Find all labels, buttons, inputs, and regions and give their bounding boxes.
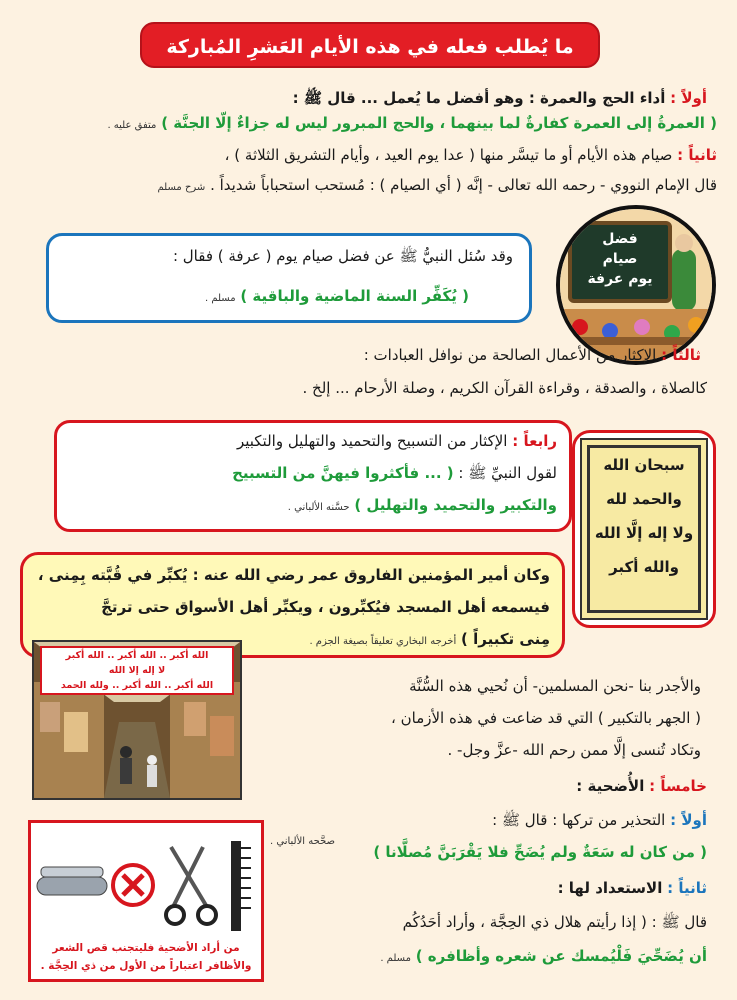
dhikr-line4: والله أكبر bbox=[609, 558, 679, 576]
section5-sub2-label: ثانياً : bbox=[667, 879, 707, 897]
section2-row1 bbox=[225, 145, 717, 167]
sunnah-line1: والأجدر بنا -نحن المسلمين- أن نُحيي هذه السُّنَّة bbox=[409, 677, 701, 695]
section3-line1: الإكثار من الأعمال الصالحة من نوافل العبادات : bbox=[363, 346, 657, 364]
section3-line2: كالصلاة ، والصدقة ، وقراءة القرآن الكريم ، وصلة الأرحام ... إلخ . bbox=[302, 379, 707, 397]
tools-warning-box bbox=[28, 820, 264, 982]
arafah-source: مسلم . bbox=[204, 293, 236, 304]
omar-line2: فيسمعه أهل المسجد فيُكبِّرون ، ويكبِّر أهل الأسواق حتى ترتجَّ bbox=[101, 598, 550, 616]
arafah-quote: ( يُكَفِّر السنة الماضية والباقية ) bbox=[240, 287, 469, 305]
section4-quote1: ( ... فأكثروا فيهنَّ من التسبيح bbox=[232, 464, 454, 482]
section3-row1 bbox=[364, 345, 701, 367]
tools-caption-line2: والأظافر اعتباراً من الأول من ذي الحِجَّة . bbox=[40, 960, 252, 972]
section5-sub1-source: صحَّحه الألباني . bbox=[270, 836, 336, 847]
sunnah-line2: ( الجهر بالتكبير ) التي قد ضاعت في هذه الأزمان ، bbox=[391, 709, 701, 727]
section1-source: متفق عليه . bbox=[107, 120, 157, 131]
market-caption-line2: لا إله إلا الله bbox=[108, 665, 166, 676]
section1-label: أولاً : bbox=[670, 89, 707, 107]
section5-sub2-source: مسلم . bbox=[380, 953, 411, 964]
arafah-line1: وقد سُئل النبيُّ ﷺ عن فضل صيام يوم ( عرفة ) فقال : bbox=[172, 247, 513, 265]
market-image bbox=[32, 640, 242, 800]
page-title: ما يُطلب فعله في هذه الأيام العَشرِ المُباركة bbox=[140, 22, 600, 68]
section5-heading: الأُضحية : bbox=[576, 777, 645, 795]
section5-sub2-line2: أن يُضَحِّيَ فَلْيُمسك عن شعره وأظافره ) bbox=[415, 947, 707, 965]
dhikr-frame bbox=[572, 430, 716, 628]
market-caption-line3: الله أكبر .. الله أكبر .. ولله الحمد bbox=[60, 680, 214, 691]
section5-label: خامساً : bbox=[649, 777, 707, 795]
scissors-icon bbox=[166, 847, 216, 924]
nail-clipper-icon bbox=[37, 867, 107, 895]
section4-row1 bbox=[237, 431, 557, 453]
badge-line1: فضل bbox=[602, 231, 638, 247]
section5-sub2-text: الاستعداد لها : bbox=[557, 879, 663, 897]
section2-row2 bbox=[158, 175, 717, 197]
section5-sub2-row2 bbox=[380, 946, 707, 968]
dhikr-card bbox=[587, 445, 701, 613]
arafah-badge bbox=[556, 205, 716, 365]
section4-row3 bbox=[288, 495, 557, 517]
section2-label: ثانياً : bbox=[677, 146, 717, 164]
omar-line1: وكان أمير المؤمنين الفاروق عمر رضي الله عنه : يُكبِّر في قُبَّته بِمِنى ، bbox=[37, 566, 550, 584]
badge-line3: يوم عرفة bbox=[587, 271, 653, 287]
forbidden-icon bbox=[113, 865, 153, 905]
section4-source: حسَّنه الألباني . bbox=[287, 502, 350, 513]
section5-sub1-row bbox=[492, 810, 707, 832]
section4-quote2: والتكبير والتحميد والتهليل ) bbox=[354, 496, 557, 514]
omar-row3 bbox=[309, 629, 550, 651]
market-caption-line1: الله أكبر .. الله أكبر .. الله أكبر bbox=[65, 650, 209, 661]
section4-label: رابعاً : bbox=[512, 432, 557, 450]
omar-line3: مِنى تكبيراً ) bbox=[461, 630, 550, 648]
badge-line2: صيام bbox=[602, 251, 638, 267]
section3-label: ثالثاً : bbox=[661, 346, 701, 364]
section5-heading-row bbox=[576, 776, 707, 798]
section2-source: شرح مسلم bbox=[157, 182, 206, 193]
section4-line1: الإكثار من التسبيح والتحميد والتهليل والتكبير bbox=[236, 432, 508, 450]
section4-line2: لقول النبيِّ ﷺ : bbox=[458, 464, 557, 482]
section5-sub1-quote: ( من كان له سَعَةٌ ولم يُضَحِّ فلا يَقْرَبَنَّ مُصلَّانا ) bbox=[373, 843, 707, 861]
dhikr-line3: ولا إله إلَّا الله bbox=[594, 524, 694, 542]
sunnah-line3: وتكاد تُنسى إلَّا ممن رحم الله -عزَّ وجل- . bbox=[447, 741, 701, 759]
section2-line2: قال الإمام النووي - رحمه الله تعالى - إنَّه ( أي الصيام ) : مُستحب استحباباً شديداً . bbox=[210, 176, 717, 194]
section4-box bbox=[54, 420, 572, 532]
section1-quote: ( العمرةُ إلى العمرة كفارةٌ لما بينهما ، والحج المبرور ليس له جزاءٌ إلّا الجنَّة ) bbox=[161, 114, 717, 132]
tools-caption-line1: من أراد الأضحية فليتجنب قص الشعر bbox=[52, 942, 240, 954]
section1-heading: أداء الحج والعمرة : وهو أفضل ما يُعمل ... قال ﷺ : bbox=[292, 89, 666, 107]
section5-sub1-label: أولاً : bbox=[670, 811, 707, 829]
section1-quote-row bbox=[107, 113, 717, 135]
dhikr-line1: سبحان الله bbox=[603, 456, 685, 474]
section1-heading-row bbox=[293, 88, 707, 110]
arafah-box bbox=[46, 233, 532, 323]
section5-sub1-text: التحذير من تركها : قال ﷺ : bbox=[492, 811, 666, 829]
tools-caption bbox=[35, 939, 257, 975]
omar-source: أخرجه البخاري تعليقاً بصيغة الجزم . bbox=[309, 636, 457, 647]
section2-line1: صيام هذه الأيام أو ما تيسَّر منها ( عدا يوم العيد ، وأيام التشريق الثلاثة ) ، bbox=[224, 146, 673, 164]
comb-icon bbox=[231, 841, 251, 931]
section5-sub2-line1: قال ﷺ : ( إذا رأيتم هلال ذي الحِجَّة ، وأراد أحَدُكُم bbox=[402, 913, 707, 931]
dhikr-line2: والحمد لله bbox=[606, 490, 682, 508]
section4-row2 bbox=[232, 463, 557, 485]
section5-sub2-row bbox=[558, 878, 707, 900]
arafah-quote-row bbox=[205, 286, 469, 308]
market-caption bbox=[40, 646, 234, 695]
tools-illustration bbox=[31, 827, 261, 937]
